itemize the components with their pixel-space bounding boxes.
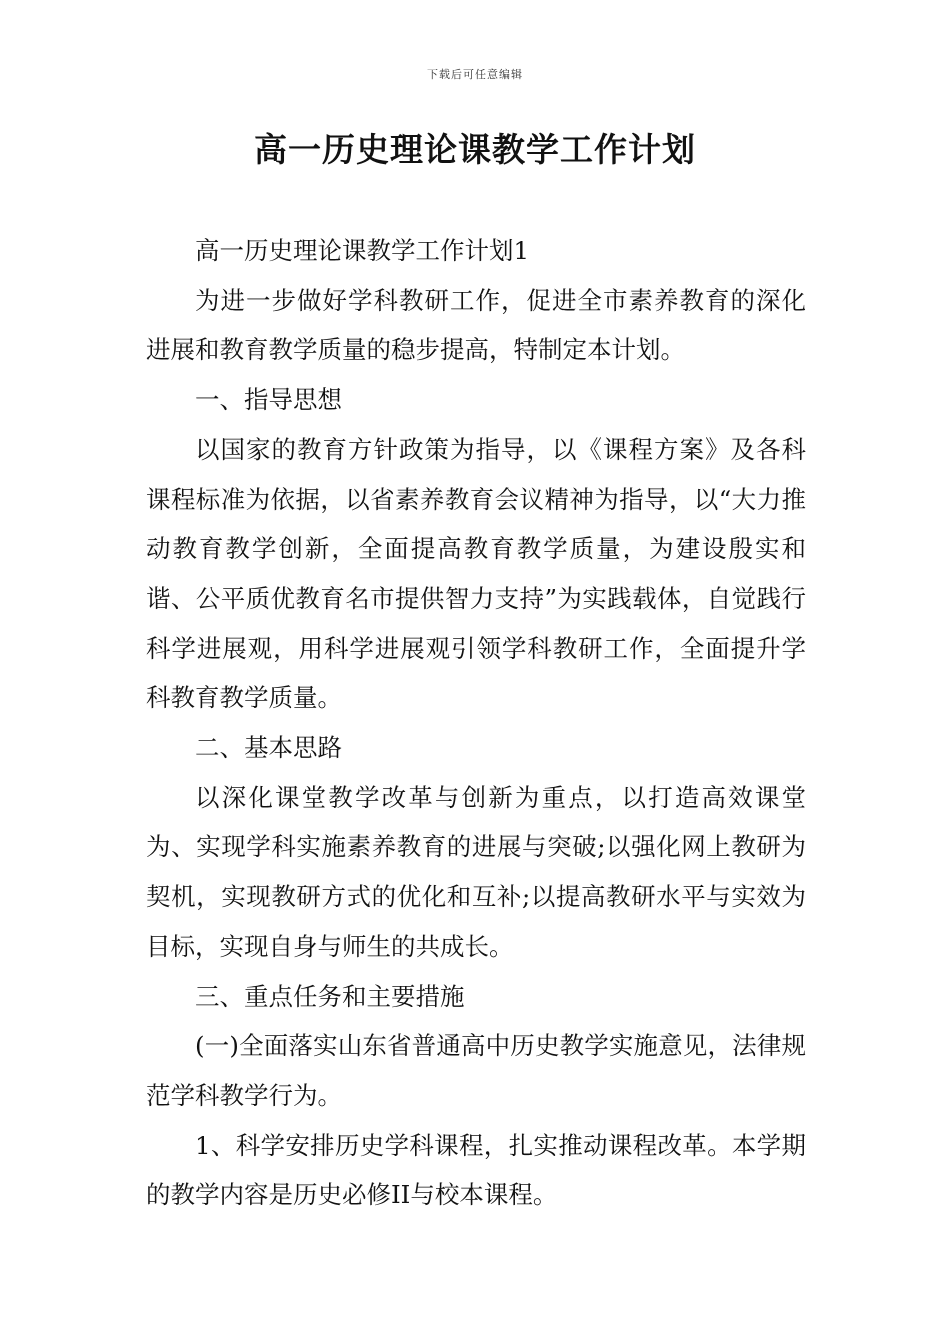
basic-approach-paragraph: 以深化课堂教学改革与创新为重点，以打造高效课堂为、实现学科实施素养教育的进展与突破;以强化网上教研为契机，实现教研方式的优化和互补;以提高教研水平与实效为目标，实现自身与师生的共成长。 xyxy=(146,782,806,961)
list-item-1: 1、科学安排历史学科课程，扎实推动课程改革。本学期的教学内容是历史必修II与校本课程。 xyxy=(146,1130,806,1210)
header-note: 下载后可任意编辑 xyxy=(427,68,523,81)
section-heading-basic-approach: 二、基本思路 xyxy=(195,733,342,763)
section-heading-plan-1: 高一历史理论课教学工作计划1 xyxy=(195,236,530,265)
document-body xyxy=(146,226,806,1220)
document-title: 高一历史理论课教学工作计划 xyxy=(254,130,696,169)
section-heading-key-tasks: 三、重点任务和主要措施 xyxy=(195,981,465,1011)
intro-paragraph: 为进一步做好学科教研工作，促进全市素养教育的深化进展和教育教学质量的稳步提高，特制定本计划。 xyxy=(146,285,806,365)
subsection-heading-1: (一)全面落实山东省普通高中历史教学实施意见，法律规范学科教学行为。 xyxy=(146,1031,806,1110)
guiding-ideology-paragraph: 以国家的教育方针政策为指导，以《课程方案》及各科课程标准为依据，以省素养教育会议精神为指导，以“大力推动教育教学创新，全面提高教育教学质量，为建设殷实和谐、公平质优教育名市提供智力支持”为实践载体，自觉践行科学进展观，用科学进展观引领学科教研工作，全面提升学科教育教学质量。 xyxy=(146,434,806,713)
section-heading-guiding-ideology: 一、指导思想 xyxy=(195,385,342,415)
